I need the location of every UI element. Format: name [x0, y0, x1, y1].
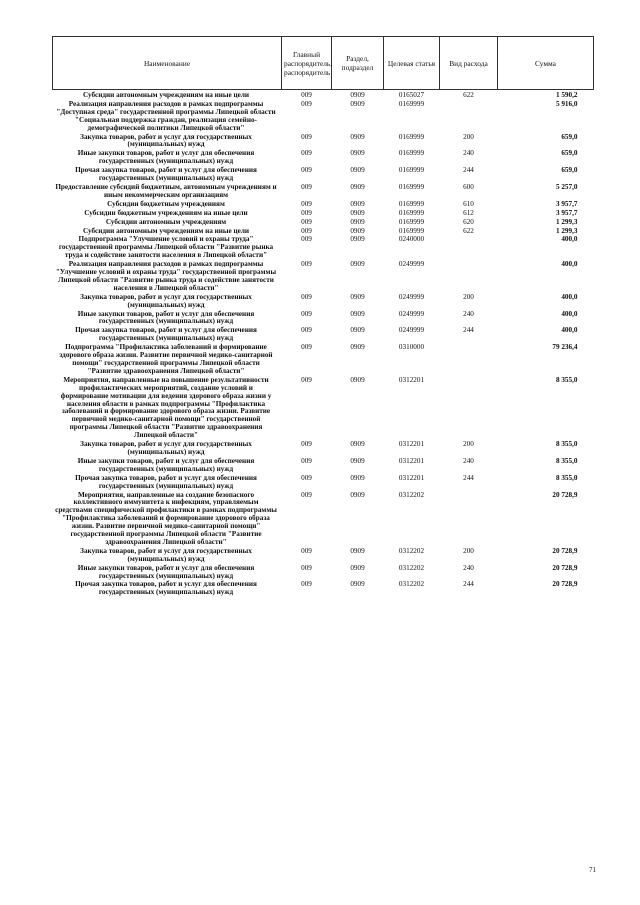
cell-grbs: 009 [301, 182, 312, 191]
header-name: Наименование [53, 37, 282, 90]
cell-vid [440, 100, 498, 133]
cell-sum: 400,0 [561, 292, 578, 301]
table-row [53, 90, 594, 100]
cell-sum: 659,0 [561, 166, 578, 175]
cell-name: Прочая закупка товаров, работ и услуг для обеспечения государственных (муниципальных) нужд [75, 166, 257, 183]
cell-statya: 0312202 [398, 490, 425, 499]
cell-vid: 610 [463, 199, 474, 208]
table-row [53, 457, 594, 474]
table-row [53, 149, 594, 166]
page-number: 71 [589, 866, 596, 874]
cell-sum: 400,0 [561, 235, 578, 244]
cell-sum: 20 728,9 [552, 563, 578, 572]
table-row [53, 100, 594, 133]
cell-vid: 200 [463, 546, 474, 555]
cell-name: Субсидии бюджетным учреждениям [107, 199, 225, 208]
cell-vid: 200 [463, 292, 474, 301]
cell-statya: 0240000 [398, 235, 425, 244]
table-row [53, 440, 594, 457]
cell-sum: 3 957,7 [555, 208, 578, 217]
cell-vid: 240 [463, 149, 474, 158]
cell-razdel: 0909 [350, 260, 365, 269]
cell-name: Реализация направления расходов в рамках подпрограммы "Улучшение условий и охраны труда" государственной программы Липецкой области "Развитие рынка труда и содействие занятости населения в Липецкой области" [55, 260, 277, 292]
cell-grbs: 009 [301, 99, 312, 108]
cell-razdel: 0909 [350, 99, 365, 108]
cell-razdel: 0909 [350, 182, 365, 191]
cell-grbs: 009 [301, 91, 312, 99]
cell-razdel: 0909 [350, 456, 365, 465]
cell-name: Субсидии автономным учреждениям [105, 217, 227, 226]
cell-statya: 0312201 [398, 375, 425, 384]
cell-vid: 620 [463, 217, 474, 226]
cell-razdel: 0909 [350, 91, 365, 99]
cell-statya: 0312202 [398, 580, 425, 589]
cell-vid: 240 [463, 309, 474, 318]
table-row [53, 235, 594, 260]
cell-vid [440, 491, 498, 547]
cell-vid: 240 [463, 563, 474, 572]
cell-statya: 0169999 [398, 99, 425, 108]
header-razdel: Раздел, подраздел [332, 37, 384, 90]
cell-razdel: 0909 [350, 546, 365, 555]
cell-statya: 0312201 [398, 473, 425, 482]
table-header [53, 37, 594, 90]
cell-sum: 8 355,0 [555, 473, 578, 482]
cell-name: Мероприятия, направленные на повышение результативности профилактических мероприятий, создание условий и формирование мотивации для ведения здорового образа жизни у населения области в рамках подпрограммы "Профилактика заболеваний и формирование здорового образа жизни. Развитие первичной медико-санитарной помощи" государственной программы Липецкой области "Развитие здравоохранения Липецкой области" [60, 375, 272, 440]
header-vid: Вид расхода [440, 37, 498, 90]
cell-grbs: 009 [301, 235, 312, 244]
cell-vid: 600 [463, 182, 474, 191]
cell-sum: 20 728,9 [552, 546, 578, 555]
cell-razdel: 0909 [350, 208, 365, 217]
cell-grbs: 009 [301, 149, 312, 158]
cell-vid: 244 [463, 473, 474, 482]
cell-statya: 0312202 [398, 546, 425, 555]
cell-razdel: 0909 [350, 309, 365, 318]
cell-grbs: 009 [301, 456, 312, 465]
cell-statya: 0169999 [398, 132, 425, 141]
table-row [53, 293, 594, 310]
cell-grbs: 009 [301, 292, 312, 301]
cell-razdel: 0909 [350, 132, 365, 141]
cell-grbs: 009 [301, 132, 312, 141]
cell-sum: 8 355,0 [555, 440, 578, 449]
budget-table [52, 36, 594, 597]
cell-vid: 200 [463, 440, 474, 449]
table-row [53, 326, 594, 343]
cell-razdel: 0909 [350, 292, 365, 301]
cell-sum: 1 299,3 [555, 226, 578, 235]
table-row [53, 547, 594, 564]
cell-razdel: 0909 [350, 217, 365, 226]
table-row [53, 133, 594, 150]
cell-sum: 1 299,3 [555, 217, 578, 226]
cell-name: Прочая закупка товаров, работ и услуг для обеспечения государственных (муниципальных) нужд [75, 473, 257, 490]
table-row [53, 491, 594, 547]
cell-vid: 244 [463, 580, 474, 589]
cell-name: Иные закупки товаров, работ и услуг для обеспечения государственных (муниципальных) нужд [77, 456, 255, 473]
table-row [53, 183, 594, 200]
table-row [53, 310, 594, 327]
cell-statya: 0169999 [398, 166, 425, 175]
cell-name: Подпрограмма "Улучшение условий и охраны труда" государственной программы Липецкой области "Развитие рынка труда и содействие занятости населения в Липецкой области" [58, 235, 274, 260]
cell-sum: 20 728,9 [552, 580, 578, 589]
cell-sum: 3 957,7 [555, 199, 578, 208]
cell-grbs: 009 [301, 199, 312, 208]
cell-sum: 659,0 [561, 149, 578, 158]
cell-name: Иные закупки товаров, работ и услуг для обеспечения государственных (муниципальных) нужд [77, 563, 255, 580]
cell-vid: 240 [463, 456, 474, 465]
cell-razdel: 0909 [350, 235, 365, 244]
cell-razdel: 0909 [350, 580, 365, 589]
cell-sum: 8 355,0 [555, 375, 578, 384]
cell-name: Закупка товаров, работ и услуг для государственных (муниципальных) нужд [80, 132, 252, 149]
cell-vid [440, 376, 498, 440]
cell-name: Мероприятия, направленные на создание безопасного коллективного иммунитета к инфекциям, управляемым средствами специфической профилактики в рамках подпрограммы "Профилактика заболеваний и формирование здорового образа жизни. Развитие первичной медико-санитарной помощи" государственной программы Липецкой области "Развитие здравоохранения Липецкой области" [55, 490, 277, 546]
cell-grbs: 009 [301, 226, 312, 235]
cell-statya: 0310000 [398, 343, 425, 352]
cell-grbs: 009 [301, 375, 312, 384]
cell-vid: 200 [463, 132, 474, 141]
header-statya: Целевая статья [384, 37, 440, 90]
cell-grbs: 009 [301, 309, 312, 318]
cell-grbs: 009 [301, 473, 312, 482]
cell-razdel: 0909 [350, 199, 365, 208]
cell-name: Иные закупки товаров, работ и услуг для обеспечения государственных (муниципальных) нужд [77, 149, 255, 166]
cell-name: Субсидии автономным учреждениям на иные цели [82, 91, 250, 99]
cell-sum: 5 257,0 [555, 182, 578, 191]
header-sum: Сумма [498, 37, 594, 90]
cell-statya: 0169999 [398, 208, 425, 217]
cell-statya: 0169999 [398, 182, 425, 191]
cell-grbs: 009 [301, 490, 312, 499]
cell-statya: 0312201 [398, 456, 425, 465]
cell-vid [440, 260, 498, 293]
cell-sum: 400,0 [561, 326, 578, 335]
cell-sum: 79 236,4 [552, 343, 578, 352]
table-row [53, 376, 594, 440]
cell-sum: 400,0 [561, 260, 578, 269]
cell-razdel: 0909 [350, 226, 365, 235]
cell-grbs: 009 [301, 580, 312, 589]
table-row [53, 218, 594, 227]
cell-statya: 0249999 [398, 326, 425, 335]
cell-vid: 244 [463, 166, 474, 175]
cell-statya: 0249999 [398, 260, 425, 269]
cell-statya: 0169999 [398, 226, 425, 235]
cell-name: Прочая закупка товаров, работ и услуг для обеспечения государственных (муниципальных) нужд [75, 580, 257, 597]
cell-grbs: 009 [301, 217, 312, 226]
cell-grbs: 009 [301, 326, 312, 335]
cell-vid [440, 235, 498, 260]
cell-statya: 0169999 [398, 199, 425, 208]
cell-name: Закупка товаров, работ и услуг для государственных (муниципальных) нужд [80, 440, 252, 456]
cell-sum: 5 916,0 [555, 99, 578, 108]
cell-razdel: 0909 [350, 490, 365, 499]
cell-grbs: 009 [301, 440, 312, 449]
cell-name: Иные закупки товаров, работ и услуг для обеспечения государственных (муниципальных) нужд [77, 309, 255, 326]
cell-sum: 659,0 [561, 132, 578, 141]
cell-sum: 400,0 [561, 309, 578, 318]
cell-statya: 0312202 [398, 563, 425, 572]
table-row [53, 209, 594, 218]
cell-vid: 622 [463, 91, 474, 99]
table-row [53, 200, 594, 209]
header-grbs: Главный распорядитель, распорядитель [282, 37, 332, 90]
cell-sum: 20 728,9 [552, 490, 578, 499]
cell-grbs: 009 [301, 260, 312, 269]
cell-name: Реализация направления расходов в рамках подпрограммы "Доступная среда" государственной программы Липецкой области "Социальная поддержка граждан, реализация семейно-демографической политики Липецкой области" [56, 99, 276, 132]
header-row [53, 37, 594, 90]
cell-razdel: 0909 [350, 473, 365, 482]
cell-grbs: 009 [301, 563, 312, 572]
cell-name: Субсидии автономным учреждениям на иные цели [82, 226, 250, 235]
cell-razdel: 0909 [350, 440, 365, 449]
cell-razdel: 0909 [350, 343, 365, 352]
table-row [53, 564, 594, 581]
cell-grbs: 009 [301, 343, 312, 352]
cell-vid: 244 [463, 326, 474, 335]
cell-statya: 0249999 [398, 309, 425, 318]
cell-vid: 612 [463, 208, 474, 217]
cell-statya: 0249999 [398, 292, 425, 301]
cell-vid [440, 343, 498, 376]
table-row [53, 343, 594, 376]
cell-statya: 0165027 [398, 91, 425, 99]
cell-name: Предоставление субсидий бюджетным, автономным учреждениям и иным некоммерческим организациям [55, 182, 277, 199]
table-row [53, 260, 594, 293]
cell-name: Закупка товаров, работ и услуг для государственных (муниципальных) нужд [80, 546, 252, 563]
cell-statya: 0169999 [398, 217, 425, 226]
cell-statya: 0312201 [398, 440, 425, 449]
cell-grbs: 009 [301, 546, 312, 555]
cell-grbs: 009 [301, 166, 312, 175]
cell-razdel: 0909 [350, 326, 365, 335]
table-row [53, 474, 594, 491]
cell-razdel: 0909 [350, 563, 365, 572]
table-row [53, 166, 594, 183]
cell-vid: 622 [463, 226, 474, 235]
cell-sum: 1 590,2 [555, 91, 578, 99]
cell-sum: 8 355,0 [555, 456, 578, 465]
cell-statya: 0169999 [398, 149, 425, 158]
cell-name: Закупка товаров, работ и услуг для государственных (муниципальных) нужд [80, 292, 252, 309]
cell-razdel: 0909 [350, 375, 365, 384]
cell-razdel: 0909 [350, 149, 365, 158]
cell-name: Прочая закупка товаров, работ и услуг для обеспечения государственных (муниципальных) нужд [75, 326, 257, 343]
table-body [53, 90, 594, 598]
cell-name: Подпрограмма "Профилактика заболеваний и формирование здорового образа жизни. Развитие первичной медико-санитарной помощи" государственной программы Липецкой области "Развитие здравоохранения Липецкой области" [59, 343, 273, 375]
table-row [53, 227, 594, 236]
cell-grbs: 009 [301, 208, 312, 217]
cell-name: Субсидии бюджетным учреждениям на иные цели [84, 208, 248, 217]
cell-razdel: 0909 [350, 166, 365, 175]
table-row [53, 580, 594, 597]
